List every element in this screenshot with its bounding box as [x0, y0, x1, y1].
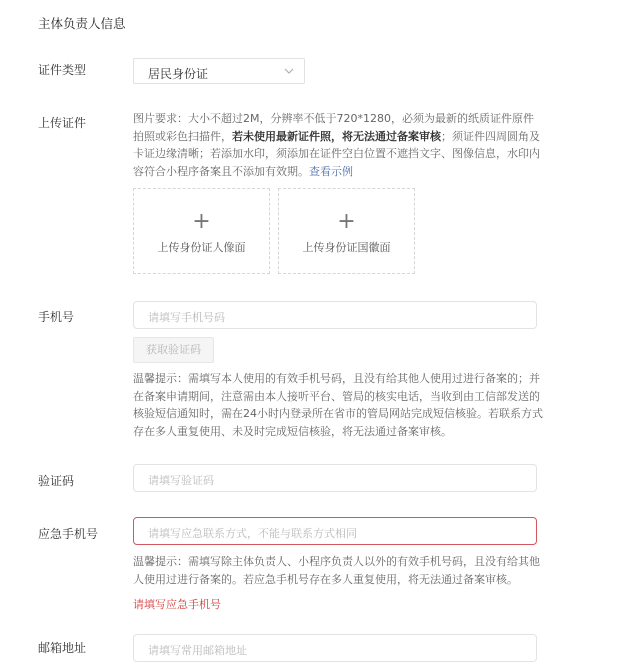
- upload-front-button[interactable]: [133, 188, 270, 274]
- id-type-select[interactable]: [133, 58, 305, 84]
- plus-icon: +: [337, 209, 356, 234]
- email-input[interactable]: [133, 634, 537, 662]
- id-type-value: 居民身份证: [148, 67, 209, 81]
- phone-input[interactable]: [133, 301, 537, 329]
- upload-desc-part2: ；须证件四周圆角及卡证边缘清晰；若添加水印，须添加在证件空白位置不遮挡文字、图像信息，水印内容符合小程序备案且不添加有效期。: [133, 129, 540, 178]
- verify-code-placeholder: 请填写验证码: [148, 474, 214, 487]
- upload-requirements: [133, 110, 543, 180]
- chevron-down-icon: [284, 67, 294, 75]
- emergency-phone-input[interactable]: [133, 517, 537, 545]
- plus-icon: +: [192, 209, 211, 234]
- upload-label: 上传证件: [38, 116, 87, 130]
- emergency-phone-label: 应急手机号: [38, 527, 99, 541]
- emergency-phone-placeholder: 请填写应急联系方式，不能与联系方式相同: [148, 527, 357, 540]
- upload-desc-part1: 图片要求：大小不超过2M，分辨率不低于720*1280，必须为最新的纸质证件原件拍照或彩色扫描件，: [133, 112, 534, 143]
- section-title: 主体负责人信息: [38, 16, 126, 31]
- view-example-link[interactable]: 查看示例: [309, 164, 353, 178]
- upload-front-label: 上传身份证人像面: [157, 241, 246, 254]
- emergency-tip: 温馨提示：需填写除主体负责人、小程序负责人以外的有效手机号码，且没有给其他人使用过进行备案的。若应急手机号存在多人重复使用，将无法通过备案审核。: [133, 555, 540, 586]
- phone-placeholder: 请填写手机号码: [148, 311, 225, 324]
- get-code-button[interactable]: 获取验证码: [133, 337, 214, 363]
- email-label: 邮箱地址: [38, 641, 87, 655]
- upload-back-label: 上传身份证国徽面: [302, 241, 391, 254]
- upload-back-button[interactable]: [278, 188, 415, 274]
- verify-code-label: 验证码: [38, 474, 75, 488]
- email-placeholder: 请填写常用邮箱地址: [148, 644, 247, 657]
- emergency-error-message: 请填写应急手机号: [133, 598, 221, 611]
- upload-desc-bold: 若未使用最新证件照，将无法通过备案审核: [232, 129, 441, 143]
- verify-code-input[interactable]: [133, 464, 537, 492]
- id-type-label: 证件类型: [38, 63, 87, 77]
- phone-tip: 温馨提示：需填写本人使用的有效手机号码，且没有给其他人使用过进行备案的；并在备案申请期间，注意需由本人接听平台、管局的核实电话，当收到由工信部发送的核验短信通知时，需在24小时内登录所在省市的管局网站完成短信核验。若联系方式存在多人重复使用、未及时完成短信核验，将无法通过备案审核。: [133, 372, 543, 438]
- phone-label: 手机号: [38, 310, 75, 324]
